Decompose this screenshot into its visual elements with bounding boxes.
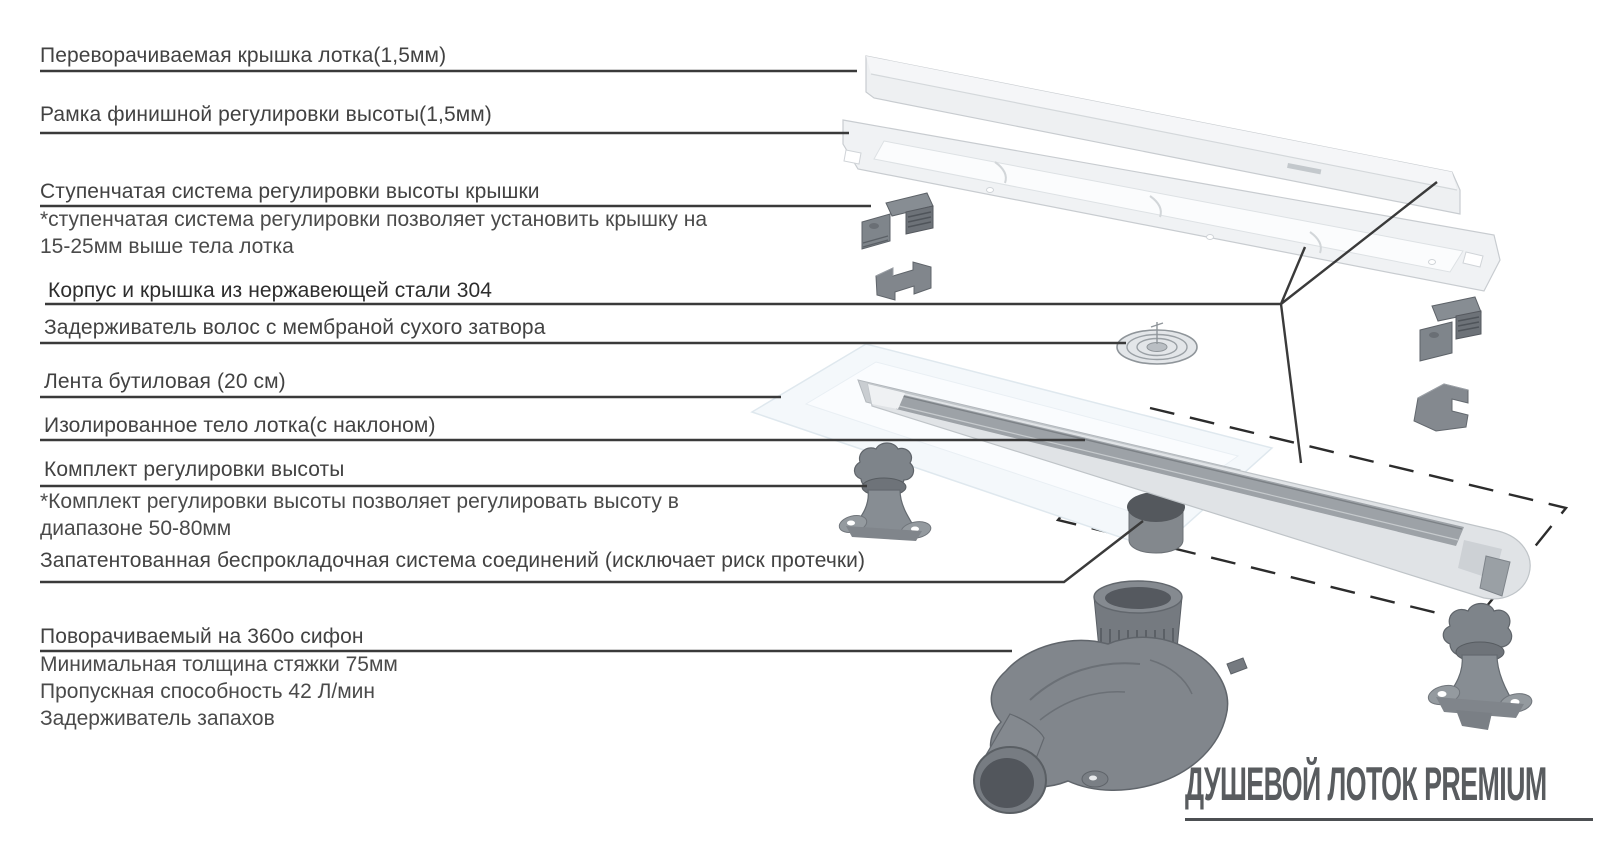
callout-step-system-note-2: 15-25мм выше тела лотка xyxy=(40,235,294,258)
clip3-detent xyxy=(1429,332,1439,338)
callout-hair-catcher: Задерживатель волос с мембраной сухого затвора xyxy=(44,316,546,339)
siphon-outlet-bore xyxy=(980,758,1034,808)
callout-connection-system: Запатентованная беспрокладочная система соединений (исключает риск протечки) xyxy=(40,549,866,572)
callout-cover: Переворачиваемая крышка лотка(1,5мм) xyxy=(40,44,447,67)
hair-catcher xyxy=(1117,322,1197,364)
callout-siphon-note-2: Пропускная способность 42 Л/мин xyxy=(40,680,375,703)
frame-hole-3 xyxy=(1429,260,1436,265)
foot-right-leg xyxy=(1456,710,1492,730)
step-clip-right-2 xyxy=(1414,384,1468,431)
callout-step-system-note-1: *ступенчатая система регулировки позволяет установить крышку на xyxy=(40,208,708,231)
callout-height-kit-note-1: *Комплект регулировки высоты позволяет регулировать высоту в xyxy=(40,490,679,513)
step-clip-left-1 xyxy=(862,193,933,249)
callout-drain-body: Изолированное тело лотка(с наклоном) xyxy=(44,414,436,437)
height-kit-foot-right xyxy=(1426,604,1533,731)
siphon-inlet-bore xyxy=(1105,587,1171,609)
siphon-tab-hole xyxy=(1089,776,1097,781)
callout-height-kit-note-2: диапазоне 50-80мм xyxy=(40,517,232,540)
callout-frame: Рамка финишной регулировки высоты(1,5мм) xyxy=(40,103,492,126)
frame-hole-2 xyxy=(1207,235,1214,240)
step-clip-right-1 xyxy=(1420,297,1481,361)
siphon-ear xyxy=(1227,658,1247,674)
foot-right-hole-1 xyxy=(1438,691,1447,697)
clip1-detent xyxy=(869,223,879,229)
clip2-body xyxy=(876,262,931,300)
callout-siphon-note-3: Задерживатель запахов xyxy=(40,707,275,730)
frame-notch-left xyxy=(844,150,861,164)
callout-step-system: Ступенчатая система регулировки высоты крышки xyxy=(40,180,540,203)
callout-butyl-tape: Лента бутиловая (20 см) xyxy=(44,370,286,393)
frame-hole-1 xyxy=(987,188,994,193)
step-clip-left-2 xyxy=(876,262,931,300)
callout-height-kit: Комплект регулировки высоты xyxy=(44,458,345,481)
clip4-body xyxy=(1414,384,1468,431)
foot-left-hole-1 xyxy=(847,521,855,526)
callout-siphon-note-1: Минимальная толщина стяжки 75мм xyxy=(40,653,398,676)
callout-steel-304: Корпус и крышка из нержавеющей стали 304 xyxy=(48,279,493,302)
callout-siphon: Поворачиваемый на 360о сифон xyxy=(40,625,364,648)
clip3-base xyxy=(1420,322,1452,361)
product-title: ДУШЕВОЙ ЛОТОК PREMIUM xyxy=(1185,757,1547,810)
title-underline xyxy=(1185,818,1593,821)
